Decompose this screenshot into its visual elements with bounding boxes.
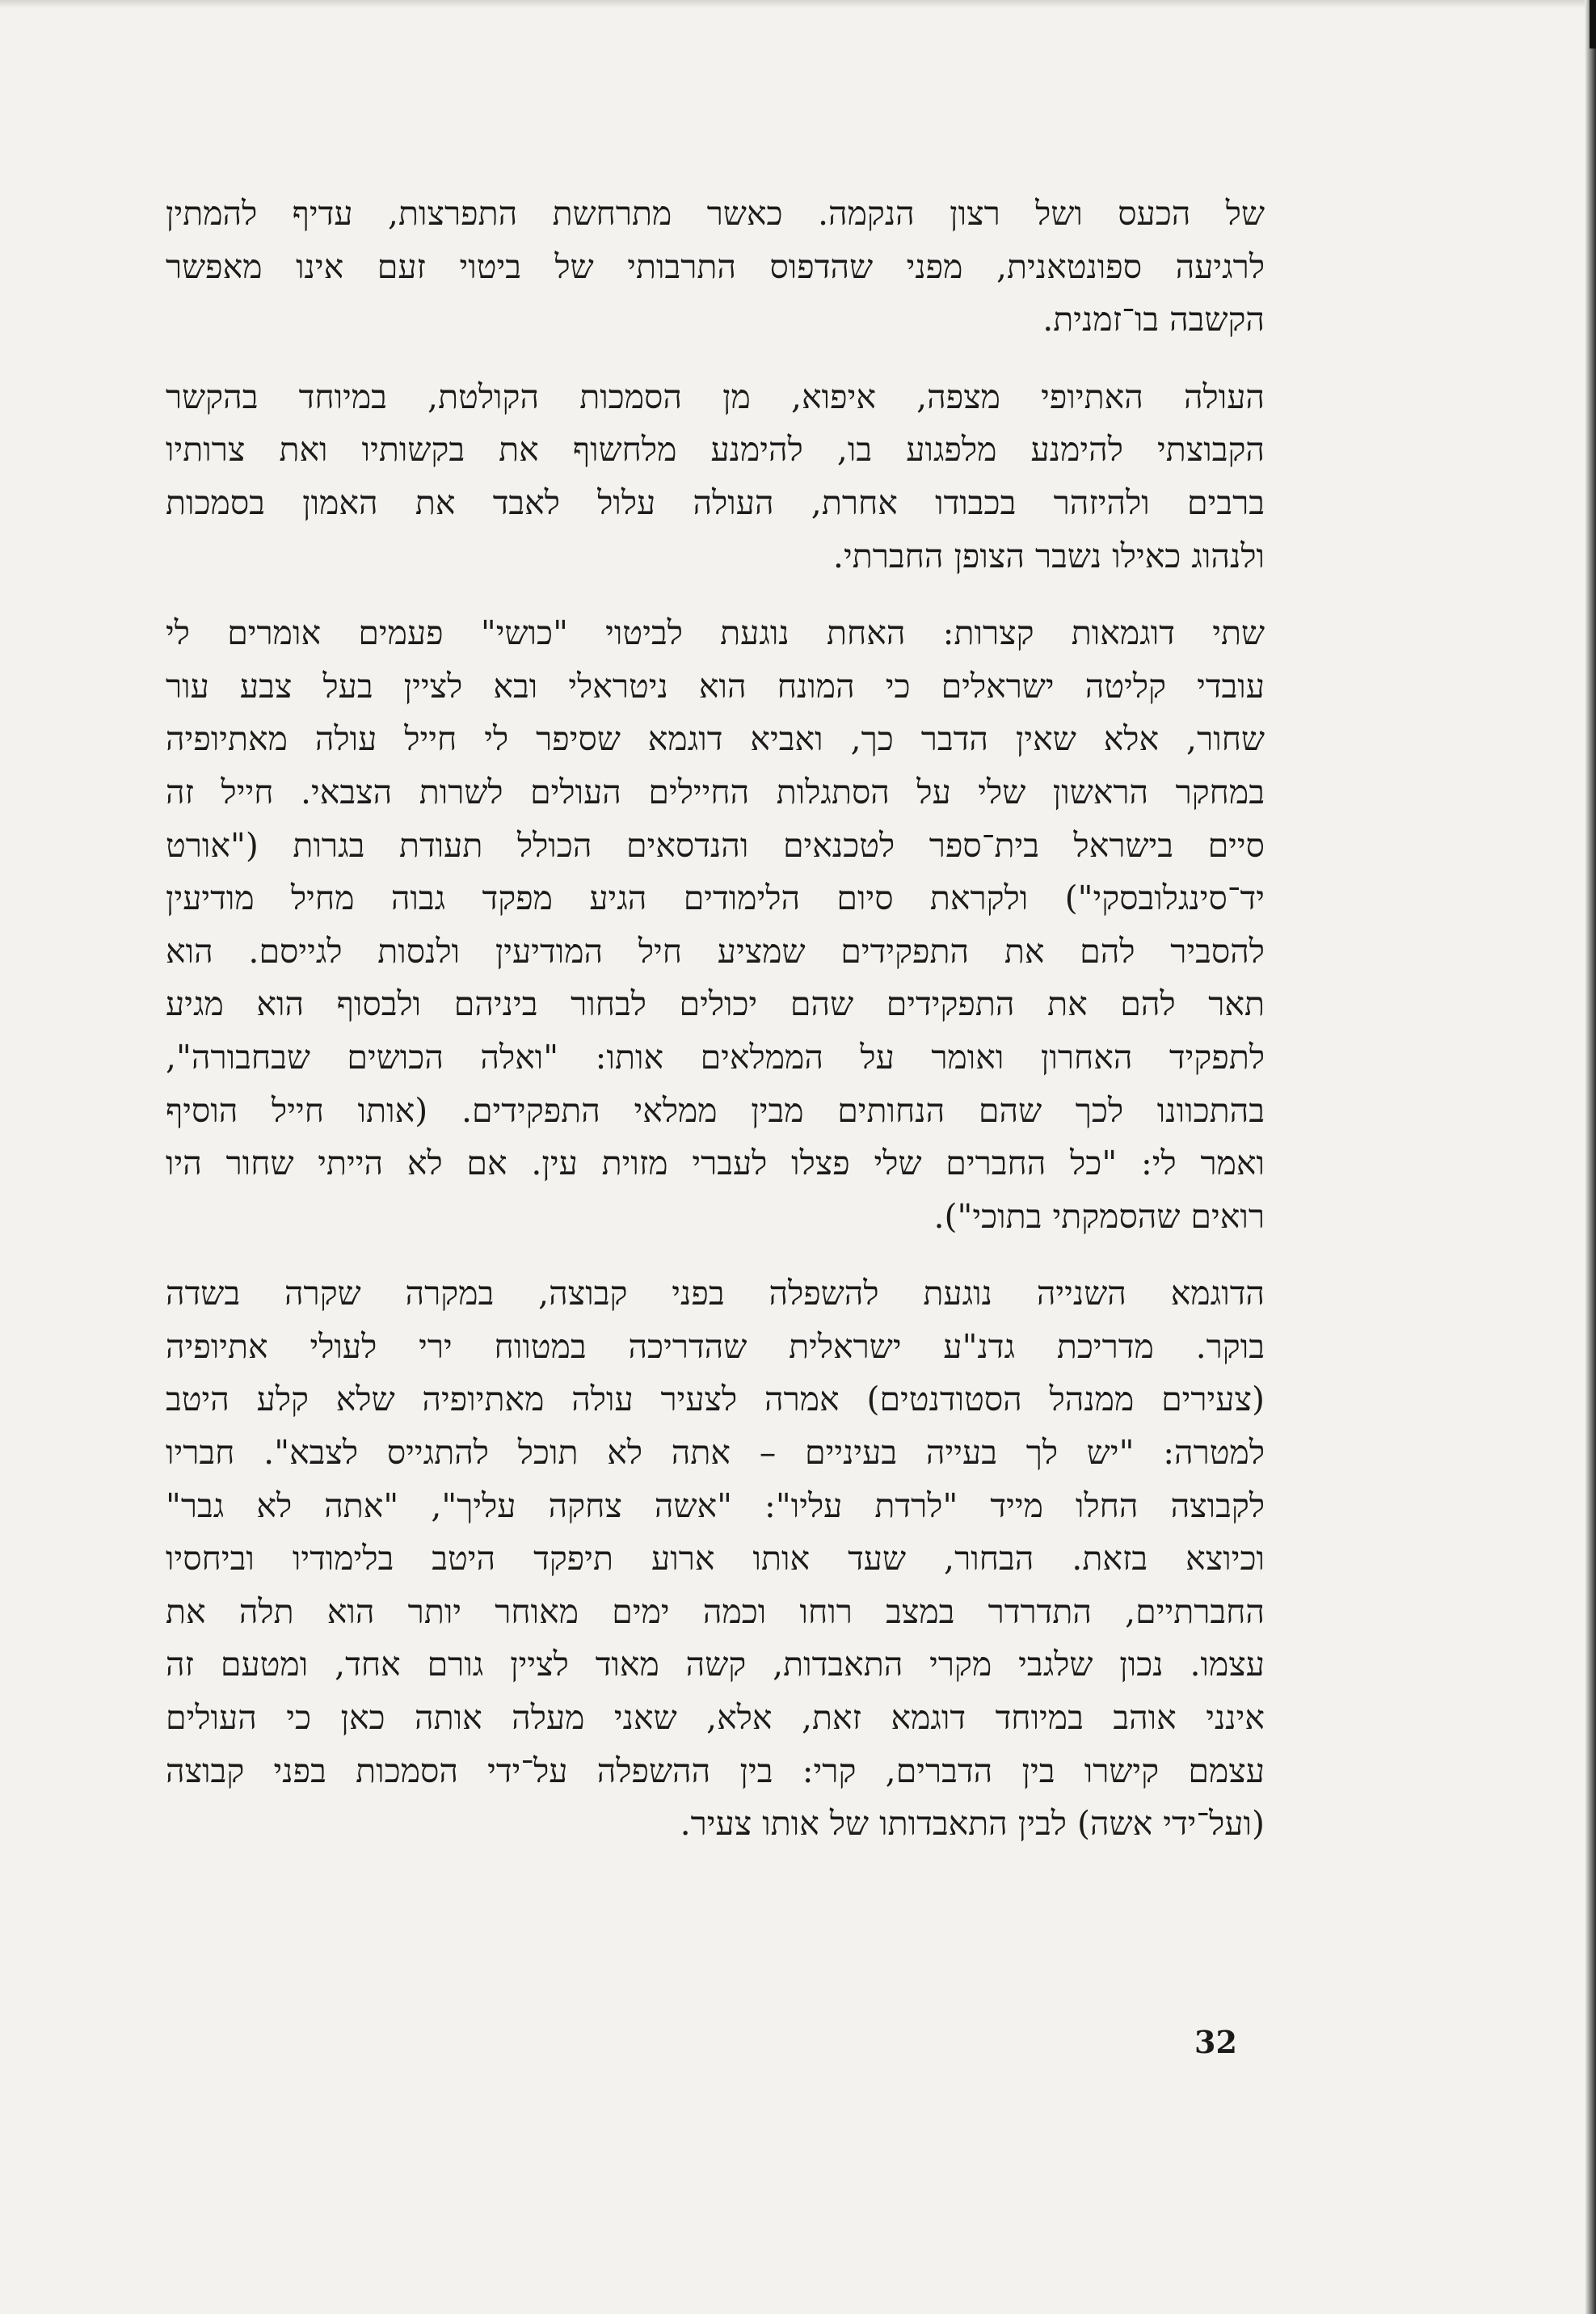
text-line: ולנהוג כאילו נשבר הצופן החברתי.	[832, 536, 1265, 575]
scan-right-edge	[1585, 0, 1596, 2314]
scan-right-edge-mark	[1590, 0, 1596, 48]
page-body	[166, 188, 1265, 1875]
text-line: שחור, אלא שאין הדבר כך, ואביא דוגמא שסיפר לי חייל עולה מאתיופיה	[166, 719, 1265, 759]
paragraph-1	[166, 188, 1265, 347]
text-line: סיים בישראל בית־ספר לטכנאים והנדסאים הכולל תעודת בגרות ("אורט	[166, 825, 1265, 865]
text-line: לרגיעה ספונטאנית, מפני שהדפוס התרבותי של ביטוי זעם אינו מאפשר	[166, 247, 1265, 286]
paragraph-3	[166, 607, 1265, 1243]
text-line: ברבים ולהיזהר בכבודו אחרת, העולה עלול לאבד את האמון בסמכות	[166, 483, 1265, 522]
text-line: הקשבה בו־זמנית.	[1042, 300, 1265, 339]
text-line: יד־סינגלובסקי") ולקראת סיום הלימודים הגיע מפקד גבוה מחיל מודיעין	[166, 879, 1265, 918]
text-line: עצמם קישרו בין הדברים, קרי: בין ההשפלה על־ידי הסמכות בפני קבוצה	[166, 1751, 1265, 1790]
text-line: בוקר. מדריכת גדנ"ע ישראלית שהדריכה במטווח ירי לעולי אתיופיה	[166, 1326, 1265, 1366]
text-line: להסביר להם את התפקידים שמציע חיל המודיעין ולנסות לגייסם. הוא	[166, 931, 1265, 971]
text-line: העולה האתיופי מצפה, איפוא, מן הסמכות הקולטת, במיוחד בהקשר	[166, 377, 1265, 416]
text-line: של הכעס ושל רצון הנקמה. כאשר מתרחשת התפרצות, עדיף להמתין	[166, 194, 1265, 233]
text-line: למטרה: "יש לך בעייה בעיניים – אתה לא תוכל להתגייס לצבא". חבריו	[166, 1433, 1265, 1473]
page-number: 32	[1194, 2024, 1237, 2060]
text-line: עובדי קליטה ישראלים כי המונח הוא ניטראלי ובא לציין בעל צבע עור	[166, 666, 1265, 706]
text-line: (צעירים ממנהל הסטודנטים) אמרה לצעיר עולה מאתיופיה שלא קלע היטב	[166, 1380, 1265, 1419]
scan-top-edge	[0, 0, 1596, 8]
text-line: ואמר לי: "כל החברים שלי פצלו לעברי מזוית עין. אם לא הייתי שחור היו	[166, 1144, 1265, 1183]
text-line: רואים שהסמקתי בתוכי").	[933, 1196, 1265, 1236]
paragraph-2	[166, 371, 1265, 583]
text-line: שתי דוגמאות קצרות: האחת נוגעת לביטוי "כושי" פעמים אומרים לי	[166, 613, 1265, 653]
text-line: הקבוצתי להימנע מלפגוע בו, להימנע מלחשוף את בקשותיו ואת צרותיו	[166, 430, 1265, 470]
text-line: אינני אוהב במיוחד דוגמא זאת, אלא, שאני מעלה אותה כאן כי העולים	[166, 1698, 1265, 1738]
text-line: עצמו. נכון שלגבי מקרי התאבדות, קשה מאוד לציין גורם אחד, ומטעם זה	[166, 1645, 1265, 1684]
text-line: וכיוצא בזאת. הבחור, שעד אותו ארוע תיפקד היטב בלימודיו וביחסיו	[166, 1539, 1265, 1578]
text-line: תאר להם את התפקידים שהם יכולים לבחור ביניהם ולבסוף הוא מגיע	[166, 984, 1265, 1024]
text-line: (ועל־ידי אשה) לבין התאבדותו של אותו צעיר.	[680, 1804, 1265, 1844]
text-line: בהתכוונו לכך שהם הנחותים מבין ממלאי התפקידים. (אותו חייל הוסיף	[166, 1090, 1265, 1130]
text-line: במחקר הראשון שלי על הסתגלות החיילים העולים לשרות הצבאי. חייל זה	[166, 772, 1265, 811]
text-line: החברתיים, התדרדר במצב רוחו וכמה ימים מאוחר יותר הוא תלה את	[166, 1591, 1265, 1631]
text-line: לקבוצה החלו מייד "לרדת עליו": "אשה צחקה עליך", "אתה לא גבר"	[166, 1486, 1265, 1525]
text-line: לתפקיד האחרון ואומר על הממלאים אותו: "ואלה הכושים שבחבורה",	[166, 1037, 1265, 1077]
paragraph-4	[166, 1267, 1265, 1851]
text-line: הדוגמא השנייה נוגעת להשפלה בפני קבוצה, במקרה שקרה בשדה	[166, 1274, 1265, 1313]
